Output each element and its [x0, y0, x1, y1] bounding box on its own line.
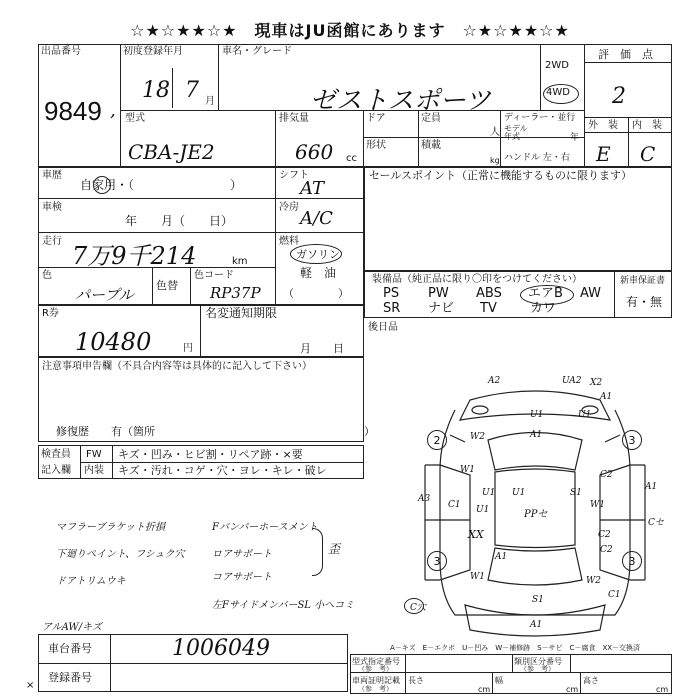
equip-aw: AW: [580, 286, 602, 301]
color-code-label: 色コード: [194, 270, 234, 281]
chassis-number-value: 1006049: [172, 636, 270, 661]
persons-unit: 人: [490, 127, 500, 138]
shift-label: シフト: [279, 170, 309, 181]
mark-a1-hood: A1: [530, 430, 543, 440]
lot-number-value: 9849: [44, 96, 102, 126]
mark-c-se: Cセ: [648, 518, 664, 528]
note-lower-support: ロアサポート: [212, 549, 272, 560]
mark-u1-door: U1: [482, 488, 496, 498]
sales-point-block: [364, 167, 672, 271]
note-core-support: コアサポート: [212, 572, 272, 583]
exterior-grade-value: E: [596, 142, 611, 166]
equip-leather: カワ: [530, 301, 557, 316]
exterior-marks: キズ・凹み・ヒビ割・リペア跡・×要: [118, 448, 303, 461]
classification-ref: （参 考）: [520, 665, 555, 673]
mark-c2-a: C2: [598, 530, 611, 540]
mark-s1: S1: [532, 595, 544, 605]
note-distortion: 歪: [328, 542, 341, 556]
model-code-value: CBA-JE2: [128, 140, 215, 164]
dims-label: 車両証明記載: [352, 676, 400, 685]
mark-a1-front-right: A1: [600, 392, 613, 402]
length-unit: cm: [478, 685, 491, 694]
history-value: 自家用・（ ）: [80, 178, 243, 192]
note-alloy-wheel: アルAW/キズ: [42, 622, 102, 633]
warranty-value: 有・無: [626, 295, 663, 309]
reg-year-value: 18: [142, 78, 170, 103]
dims-ref: （参 考）: [358, 685, 393, 693]
note-bumper-reinforcement: Fバンパーホースメント: [212, 522, 318, 533]
ac-value: A/C: [300, 208, 333, 229]
km-unit: km: [232, 256, 248, 267]
color-label: 色: [42, 270, 52, 281]
model-label: 型式: [125, 113, 145, 124]
wheel-front-right: 3: [622, 430, 642, 450]
history-label: 車歴: [42, 170, 62, 181]
mark-w2: W2: [470, 432, 485, 442]
wheel-front-left: 2: [427, 430, 447, 450]
mark-w1-side: W1: [590, 500, 605, 510]
mark-c1-rear: C1: [608, 590, 621, 600]
wheel-rear-left: 3: [427, 551, 447, 571]
fuel-other: （ ）: [283, 287, 349, 300]
reg-number-label: 登録番号: [48, 671, 92, 684]
type-designation-label: 型式指定番号: [352, 657, 400, 666]
warranty-label: 新車保証書: [620, 276, 666, 286]
mark-w1-left: W1: [460, 465, 475, 475]
handle-label: ハンドル 左・右: [504, 153, 570, 163]
inspection-value: 年 月（ 日）: [125, 214, 234, 228]
height-label: 高さ: [583, 676, 599, 685]
note-underbody: 下廻りペイント、フシュク穴: [56, 549, 185, 560]
fuel-diesel: 軽 油: [300, 266, 337, 280]
mark-u1-right: U1: [578, 410, 592, 420]
color-code-value: RP37P: [210, 284, 261, 302]
year-unit: 年: [570, 133, 580, 143]
recycle-label: R券: [42, 308, 59, 319]
mark-u1-door2: U1: [476, 505, 490, 515]
mark-a1-right: A1: [645, 482, 658, 492]
interior-grade-value: C: [640, 142, 656, 166]
mark-c2-right: C2: [600, 470, 613, 480]
notes-header: 注意事項申告欄（不具合内容等は具体的に記入して下さい）: [42, 361, 312, 372]
equip-pw: PW: [428, 286, 449, 301]
reg-month-value: 7: [185, 78, 199, 103]
mark-ppse: PPセ: [524, 509, 548, 520]
mark-s1-right: S1: [570, 488, 582, 498]
mark-a2: A2: [488, 376, 501, 386]
doors-label: ドア: [366, 113, 386, 124]
note-door-trim: ドアトリムウキ: [56, 576, 126, 587]
capacity-label: 定員: [421, 113, 441, 124]
width-label: 幅: [495, 676, 503, 685]
inspector-label: 検査員: [41, 449, 71, 460]
interior-marks-label: 内装: [84, 465, 104, 476]
score-label: 評 価 点: [598, 48, 653, 61]
damage-legend: A－キズ E－エクボ U－凹み W－補修跡 S－サビ C－腐食 XX－交換済: [390, 644, 641, 652]
model-year-label: モデル 年式: [504, 124, 528, 141]
interior-marks: キズ・汚れ・コゲ・穴・ヨレ・キレ・破レ: [118, 464, 327, 477]
equip-airbag: エアB: [528, 286, 563, 301]
banner: ☆★☆★★☆★ 現車はJU函館にあります ☆★☆★★☆★: [130, 21, 570, 40]
length-label: 長さ: [408, 676, 424, 685]
note-side-member: 左FサイドメンバーSL 小ヘコミ: [212, 600, 355, 611]
exterior-label: 外 装: [588, 120, 618, 131]
equip-tv: TV: [480, 301, 497, 316]
wheel-rear-right: 3: [622, 551, 642, 571]
cc-unit: cc: [346, 153, 357, 164]
lot-number-label: 出品番号: [41, 46, 81, 57]
color-value: パープル: [75, 286, 134, 304]
displacement-value: 660: [295, 140, 334, 164]
entry-label: 記入欄: [41, 465, 71, 476]
color-change-label: 色替: [156, 279, 178, 292]
load-label: 積載: [421, 140, 441, 151]
mark-a1-rear: A1: [530, 620, 543, 630]
dealer-label: ディーラー・並行: [504, 113, 576, 123]
yen-unit: 円: [183, 343, 193, 354]
mark-c2-b: C2: [600, 545, 613, 555]
drive-2wd: 2WD: [545, 60, 569, 71]
mark-u1-front: U1: [530, 410, 544, 420]
mark-w1-rear: W1: [470, 572, 485, 582]
name-change-value: 月 日: [300, 342, 344, 355]
shift-value: AT: [300, 178, 325, 199]
score-value: 2: [612, 84, 626, 109]
name-change-label: 名変通知期限: [205, 306, 278, 320]
sales-point-label: セールスポイント（正常に機能するものに限ります）: [369, 169, 633, 182]
car-name-label: 車名・グレード: [222, 46, 292, 57]
ac-label: 冷房: [279, 202, 299, 213]
equip-navi: ナビ: [428, 301, 455, 316]
fw-label: FW: [86, 449, 102, 460]
height-unit: cm: [656, 685, 669, 694]
private-use-circle: [93, 176, 111, 194]
classification-label: 類別区分番号: [514, 657, 562, 666]
interior-label: 内 装: [632, 120, 662, 131]
mark-w2-rear: W2: [586, 576, 601, 586]
mark-x2: X2: [590, 378, 603, 388]
reg-month-unit: 月: [205, 96, 215, 107]
drive-4wd: 4WD: [546, 87, 570, 98]
repair-history: 修復歴 有（箇所 ）: [56, 425, 375, 438]
note-bracket: [312, 528, 323, 576]
mark-xx: XX: [468, 528, 484, 541]
equip-sr: SR: [383, 301, 401, 316]
fuel-label: 燃料: [279, 236, 299, 247]
mark-ua2: UA2: [562, 376, 582, 386]
first-reg-label: 初度登録年月: [123, 46, 183, 57]
mark-a1-left: A1: [495, 552, 508, 562]
chassis-label: 車台番号: [48, 642, 92, 655]
equip-abs: ABS: [476, 286, 502, 301]
type-designation-ref: （参 考）: [358, 665, 393, 673]
mileage-label: 走行: [42, 236, 62, 247]
later-item-label: 後日品: [368, 322, 398, 333]
recycle-fee-value: 10480: [75, 328, 152, 356]
shape-label: 形状: [366, 140, 386, 151]
mark-c-hole: C穴: [410, 603, 426, 613]
mileage-value: 7万9千214: [72, 242, 197, 270]
car-name-value: ゼストスポーツ: [310, 86, 491, 116]
kg-unit: kg: [490, 156, 500, 165]
width-unit: cm: [566, 685, 579, 694]
note-muffler: マフラーブラケット折損: [56, 522, 165, 533]
inspection-label: 車検: [42, 202, 62, 213]
displacement-label: 排気量: [279, 113, 309, 124]
mark-a3: A3: [418, 494, 431, 504]
equipment-label: 装備品（純正品に限り〇印をつけてください）: [372, 274, 582, 285]
fuel-value: ガソリン: [296, 248, 340, 261]
mark-u1-roof: U1: [512, 488, 526, 498]
mark-c1-left: C1: [448, 500, 461, 510]
equip-ps: PS: [383, 286, 400, 301]
